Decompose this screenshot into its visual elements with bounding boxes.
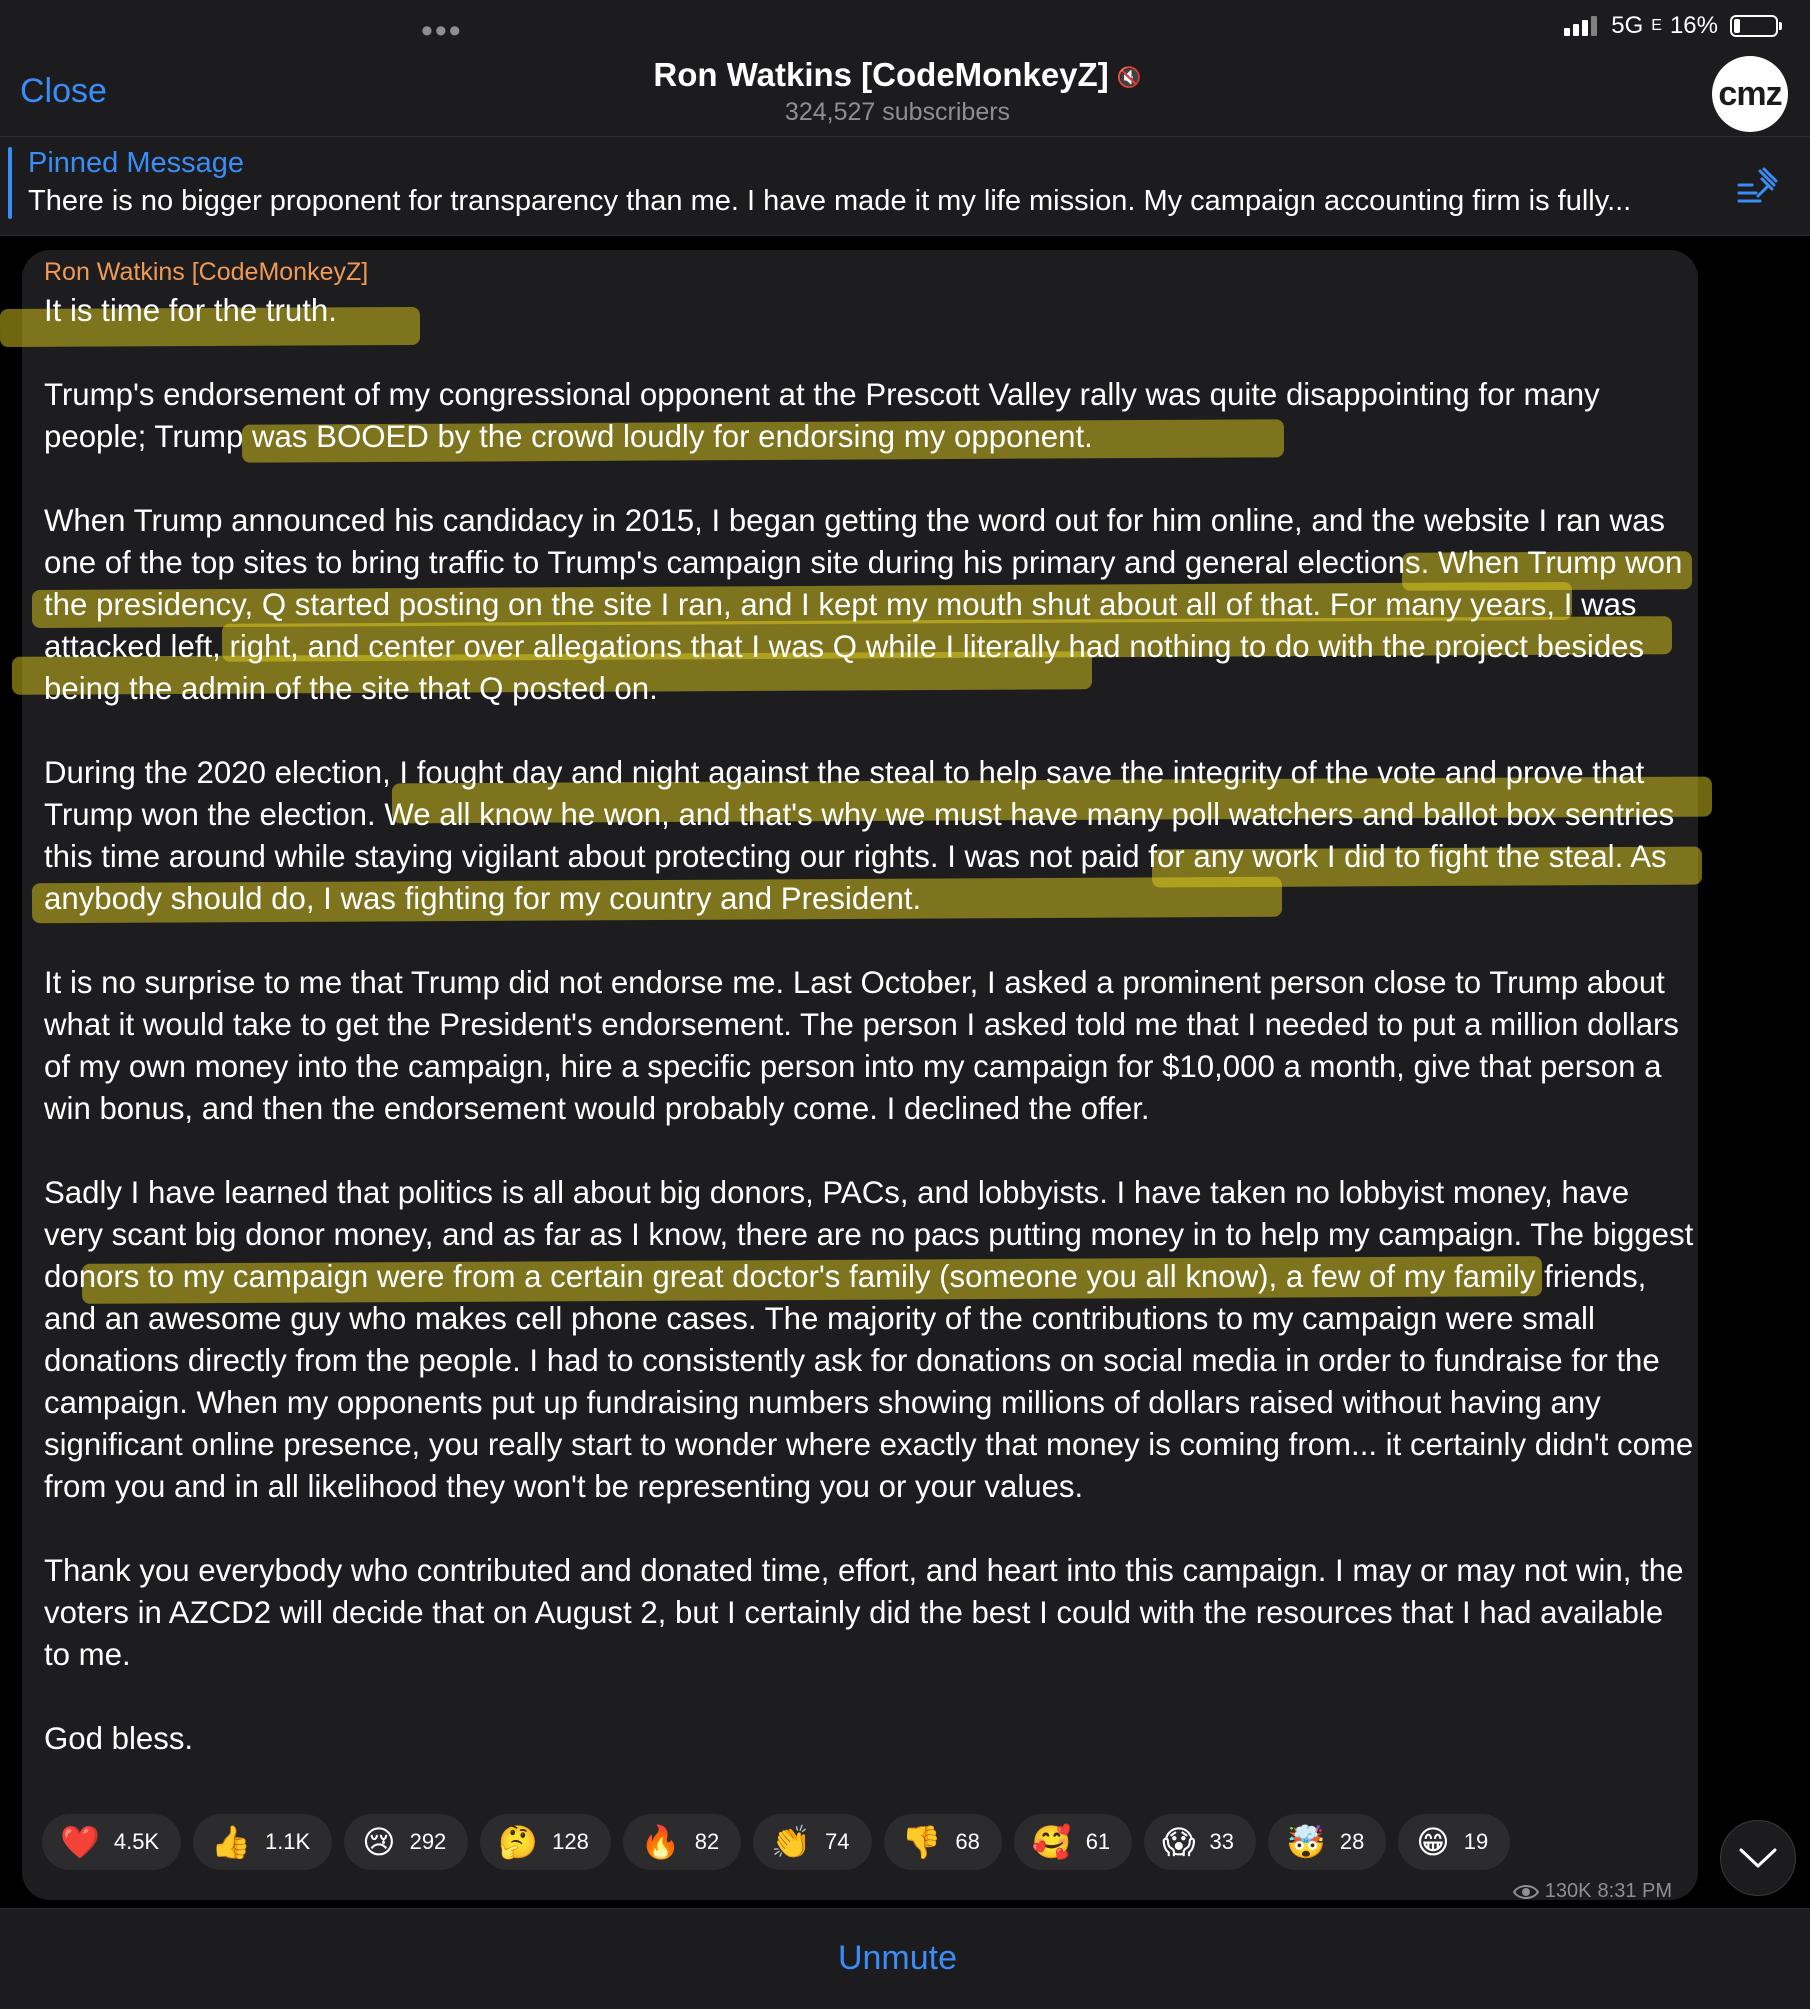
screaming-face-icon: 😱 — [1162, 1824, 1196, 1860]
message-text — [44, 290, 1694, 1802]
reaction-count: 19 — [1463, 1829, 1489, 1854]
message-sender[interactable]: Ron Watkins [CodeMonkeyZ] — [44, 258, 369, 286]
close-button[interactable]: Close — [20, 72, 107, 110]
thumbs-down-icon: 👎 — [901, 1824, 942, 1860]
pinned-indicator — [8, 147, 12, 219]
view-count: 130K — [1544, 1880, 1592, 1902]
pinned-text: There is no bigger proponent for transparency than me. I have made it my life mission. My campaign accounting firm is fully... — [28, 185, 1632, 217]
message-paragraph: Thank you everybody who contributed and donated time, effort, and heart into this campaign. I may or may not win, the voters in AZCD2 will decide that on August 2, but I certainly did the best I could with the resources that I had available to me. — [44, 1553, 1684, 1672]
muted-speaker-icon: 🔇 — [1116, 66, 1142, 89]
reaction-red-heart[interactable] — [42, 1814, 181, 1870]
reaction-smiling-face-hearts[interactable] — [1014, 1814, 1132, 1870]
exploding-head-icon: 🤯 — [1286, 1824, 1326, 1860]
clapping-hands-icon: 👏 — [771, 1824, 812, 1860]
red-heart-icon: ❤️ — [60, 1824, 100, 1860]
reaction-thumbs-down[interactable] — [884, 1814, 1002, 1870]
message-bubble[interactable] — [22, 250, 1698, 1900]
message-paragraph: Sadly I have learned that politics is all about big donors, PACs, and lobbyists. I have taken no lobbyist money, have very scant big donor money, and as far as I know, there are no pacs putting money in to help my campaign. The biggest donors to my campaign were from a certain great doctor's family (someone you all know), a few of my family friends, and an awesome guy who makes cell phone cases. The majority of the contributions to my campaign were small donations directly from the people. I had to consistently ask for donations on social media in order to fundraise for the campaign. When my opponents put up fundraising numbers showing millions of dollars raised without having any significant online presence, you really start to wonder where exactly that money is coming from... it certainly didn't come from you and in all likelihood they won't be representing you or your values. — [44, 1175, 1694, 1504]
message-meta — [1513, 1880, 1672, 1903]
reaction-grinning-face[interactable] — [1398, 1814, 1510, 1870]
reaction-fire[interactable] — [623, 1814, 741, 1870]
status-bar — [1564, 12, 1778, 40]
battery-fill — [1734, 19, 1740, 33]
reaction-thinking-face[interactable] — [480, 1814, 611, 1870]
reaction-count: 74 — [825, 1829, 850, 1854]
reaction-count: 33 — [1209, 1829, 1235, 1854]
network-suffix: E — [1651, 17, 1662, 34]
crying-face-icon: 😢 — [362, 1824, 396, 1860]
subscriber-count: 324,527 subscribers — [784, 98, 1011, 126]
message-paragraph: God bless. — [44, 1721, 194, 1756]
top-bar — [0, 0, 1810, 137]
channel-title[interactable] — [0, 56, 1795, 94]
reaction-count: 61 — [1085, 1829, 1111, 1854]
message-time: 8:31 PM — [1597, 1880, 1672, 1902]
unmute-button[interactable]: Unmute — [837, 1939, 958, 1977]
smiling-face-hearts-icon: 🥰 — [1031, 1824, 1072, 1860]
reaction-thumbs-up[interactable] — [193, 1814, 332, 1870]
reaction-screaming-face[interactable] — [1144, 1814, 1256, 1870]
bottom-bar — [0, 1908, 1810, 2009]
message-paragraph: It is time for the truth. — [44, 293, 337, 328]
chevron-down-icon — [1738, 1846, 1778, 1870]
pinned-message-bar[interactable] — [0, 137, 1810, 236]
signal-icon — [1564, 16, 1597, 36]
reaction-count: 28 — [1339, 1829, 1365, 1854]
thumbs-up-icon: 👍 — [211, 1824, 251, 1860]
grinning-face-icon: 😁 — [1416, 1824, 1450, 1860]
eye-icon — [1513, 1883, 1539, 1901]
reactions-row — [42, 1814, 1510, 1870]
reaction-crying-face[interactable] — [344, 1814, 468, 1870]
reaction-count: 128 — [552, 1829, 589, 1854]
reaction-count: 292 — [409, 1829, 447, 1854]
more-dots-icon[interactable]: ••• — [421, 12, 463, 50]
reaction-exploding-head[interactable] — [1268, 1814, 1386, 1870]
reaction-count: 4.5K — [113, 1829, 160, 1854]
battery-percent: 16% — [1669, 12, 1718, 39]
reaction-count: 82 — [694, 1829, 720, 1854]
channel-avatar[interactable]: cmz — [1712, 56, 1788, 132]
pinned-list-icon[interactable] — [1736, 165, 1780, 209]
message-paragraph: It is no surprise to me that Trump did not endorse me. Last October, I asked a prominent person close to Trump about what it would take to get the President's endorsement. The person I asked told me that I needed to put a million dollars of my own money into the campaign, hire a specific person into my campaign for $10,000 a month, give that person a win bonus, and then the endorsement would probably come. I declined the offer. — [44, 965, 1680, 1126]
reaction-clapping-hands[interactable] — [753, 1814, 871, 1870]
message-paragraph: During the 2020 election, I fought day and night against the steal to help save the integrity of the vote and prove that Trump won the election. We all know he won, and that's why we must have many poll watchers and ballot box sentries this time around while staying vigilant about protecting our rights. I was not paid for any work I did to fight the steal. As anybody should do, I was fighting for my country and President. — [44, 755, 1675, 916]
network-label: 5G — [1611, 12, 1644, 39]
scroll-to-bottom-button[interactable] — [1720, 1820, 1796, 1896]
pinned-title: Pinned Message — [28, 147, 245, 179]
message-paragraph: When Trump announced his candidacy in 2015, I began getting the word out for him online, and the website I ran was one of the top sites to bring traffic to Trump's campaign site during his primary and general elections. When Trump won the presidency, Q started posting on the site I ran, and I kept my mouth shut about all of that. For many years, I was attacked left, right, and center over allegations that I was Q while I literally had nothing to do with the project besides being the admin of the site that Q posted on. — [44, 503, 1683, 706]
thinking-face-icon: 🤔 — [498, 1824, 539, 1860]
reaction-count: 1.1K — [264, 1829, 311, 1854]
message-paragraph: Trump's endorsement of my congressional opponent at the Prescott Valley rally was quite disappointing for many people; Trump was BOOED by the crowd loudly for endorsing my opponent. — [44, 377, 1600, 454]
reaction-count: 68 — [955, 1829, 980, 1854]
channel-name: Ron Watkins [CodeMonkeyZ] — [653, 56, 1109, 93]
battery-icon — [1730, 15, 1778, 37]
fire-icon: 🔥 — [640, 1824, 681, 1860]
